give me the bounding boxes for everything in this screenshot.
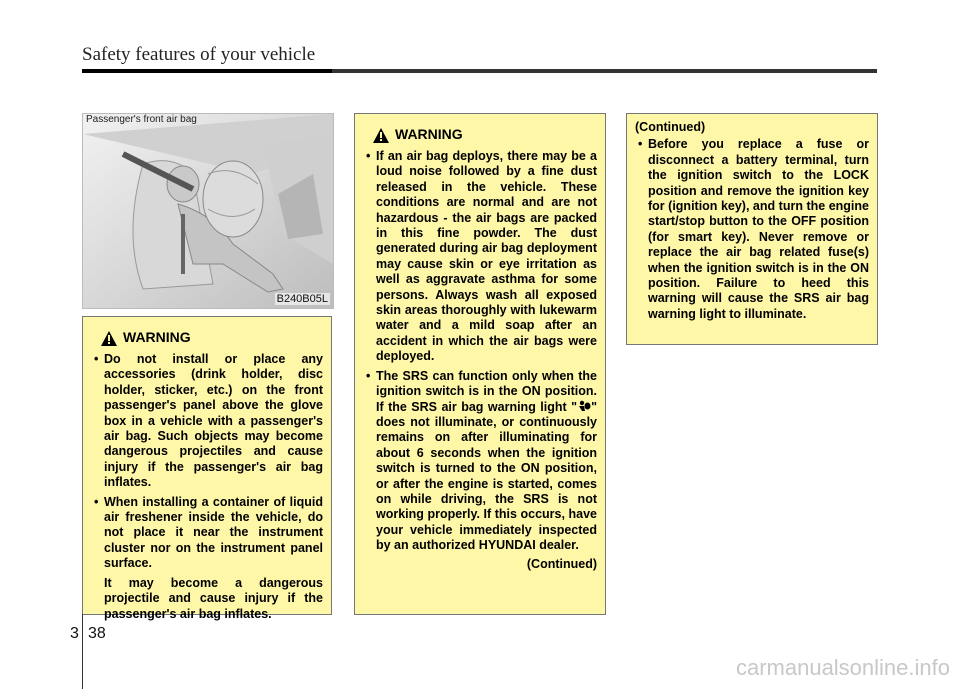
warning-box-middle bbox=[354, 113, 606, 615]
list-item-continuation: It may become a dangerous projectile and cause injury if the passenger's air bag inflates. bbox=[104, 575, 323, 621]
warning-box-left bbox=[82, 316, 332, 621]
airbag-illustration bbox=[82, 113, 334, 309]
list-item: • Before you replace a fuse or disconnect a battery terminal, turn the ignition switch to the LOCK position and remove the ignition key for (ignition key), and turn the engine start/stop button to the OFF position (for smart key). Never remove or replace the air bag related fuse(s) when the ignition switch is in the ON position. Failure to heed this warning will cause the SRS air bag warning light to illuminate. bbox=[638, 137, 869, 321]
figure-code: B240B05L bbox=[276, 293, 328, 305]
warning-triangle-icon bbox=[373, 128, 389, 143]
airbag-drawing bbox=[83, 114, 333, 308]
bullet: • bbox=[638, 137, 643, 152]
bullet: • bbox=[366, 149, 371, 163]
figure-caption: Passenger's front air bag bbox=[86, 114, 197, 125]
page-number: 38 bbox=[88, 625, 106, 642]
continued-box-right bbox=[626, 113, 878, 345]
bullet: • bbox=[94, 494, 99, 509]
header-rule bbox=[82, 69, 877, 73]
continued-note: (Continued) bbox=[526, 556, 597, 571]
list-item: • When installing a container of liquid air freshener inside the vehicle, do not place it near the instrument cluster nor on the instrument panel surface. bbox=[94, 494, 323, 571]
airbag-warning-light-icon bbox=[577, 400, 591, 413]
bullet: • bbox=[94, 352, 99, 366]
warning-heading-text: WARNING bbox=[395, 126, 463, 143]
continued-heading: (Continued) bbox=[635, 120, 706, 134]
warning-heading bbox=[363, 126, 597, 144]
chapter-number: 3 bbox=[70, 625, 79, 642]
warning-triangle-icon bbox=[101, 331, 117, 346]
page-number-divider bbox=[82, 614, 83, 689]
bullet: • bbox=[366, 368, 371, 383]
list-item: • Do not install or place any accessories (drink holder, disc holder, sticker, etc.) on the front passenger's panel above the glove box in a vehicle with a passenger's air bag. Such objects may become dangerous projectiles and cause injury if the passenger's air bag inflates. bbox=[94, 352, 323, 490]
page-header-title: Safety features of your vehicle bbox=[82, 44, 316, 65]
watermark: carmanualsonline.info bbox=[735, 655, 950, 680]
warning-heading-text: WARNING bbox=[123, 329, 191, 346]
list-item: • If an air bag deploys, there may be a loud noise followed by a fine dust released in the vehicle. These conditions are normal and are not hazardous - the air bags are packed in this fine powder. The dust generated during air bag deployment may cause skin or eye irritation as well as aggravate asthma for some persons. Always wash all exposed skin areas thoroughly with lukewarm water and a mild soap after an accident in which the air bags were deployed. bbox=[366, 149, 597, 364]
list-item: • The SRS can function only when the ignition switch is in the ON position. If the SRS air bag warning light " " does not illuminate, or continuously remains on after illuminating for about 6 seconds when the ignition switch is turned to the ON position, or after the engine is started, comes on while driving, the SRS is not working properly. If this occurs, have your vehicle immediately inspected by an authorized HYUNDAI dealer. bbox=[366, 368, 597, 553]
warning-heading bbox=[91, 329, 323, 347]
